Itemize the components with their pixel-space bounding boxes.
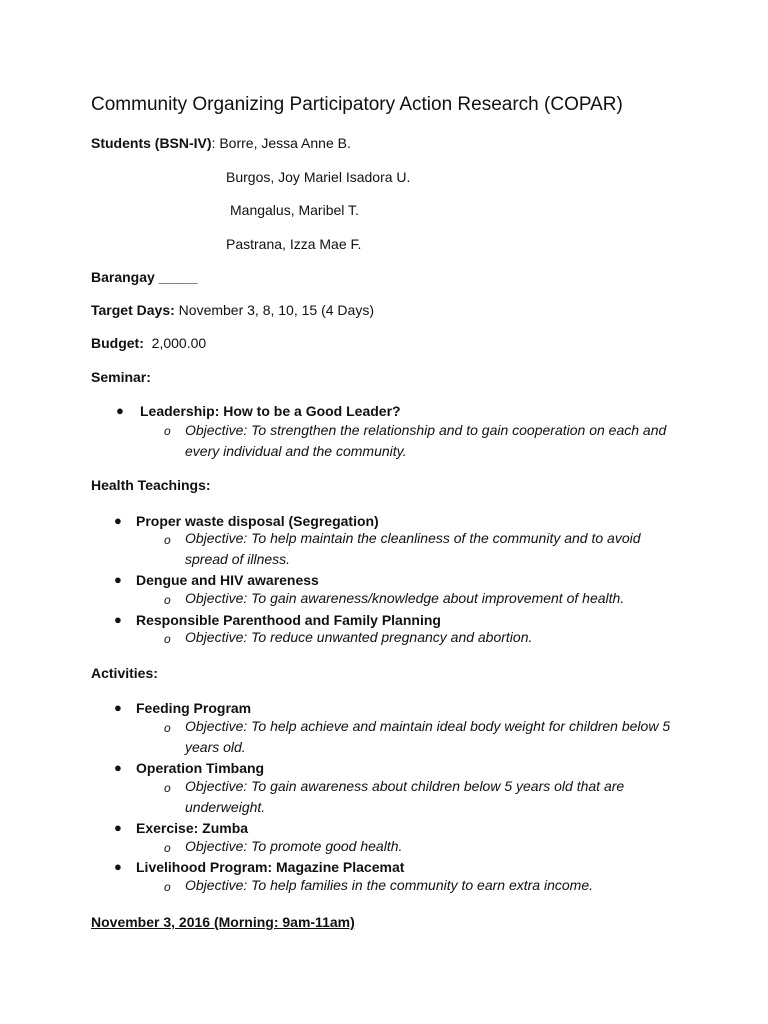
health-item-title: Proper waste disposal (Segregation) (136, 513, 379, 529)
bullet-icon: ● (114, 760, 122, 775)
activity-item-objective: Objective: To gain awareness about children below 5 years old that are underweight. (185, 778, 625, 815)
health-item-title: Dengue and HIV awareness (136, 572, 319, 588)
activity-item-objective: Objective: To promote good health. (185, 838, 403, 854)
target-days-label: Target Days: (91, 302, 175, 318)
bullet-icon: ● (114, 612, 122, 627)
target-days-value: November 3, 8, 10, 15 (4 Days) (178, 302, 374, 318)
health-item-objective: Objective: To reduce unwanted pregnancy and abortion. (185, 629, 533, 645)
bullet-icon: ● (114, 513, 122, 528)
activity-item-title: Operation Timbang (136, 760, 265, 776)
seminar-heading: Seminar: (91, 369, 151, 385)
budget-value: 2,000.00 (151, 335, 207, 351)
page-title: Community Organizing Participatory Action Research (COPAR) (91, 94, 623, 115)
activity-item-title: Feeding Program (136, 700, 252, 716)
sub-bullet-icon: o (164, 781, 171, 795)
student-name: Borre, Jessa Anne B. (219, 135, 351, 151)
students-label: Students (BSN-IV) (91, 135, 212, 151)
sub-bullet-icon: o (164, 841, 171, 855)
sub-bullet-icon: o (164, 632, 171, 646)
bullet-icon: ● (114, 859, 122, 874)
budget-line (91, 334, 206, 352)
activities-heading: Activities: (91, 665, 158, 681)
bullet-icon: ● (114, 820, 122, 835)
schedule-heading: November 3, 2016 (Morning: 9am-11am) (91, 914, 355, 930)
bullet-icon: ● (114, 700, 122, 715)
seminar-item-title: Leadership: How to be a Good Leader? (140, 403, 401, 419)
activity-item-objective: Objective: To help achieve and maintain ideal body weight for children below 5 years old. (185, 718, 671, 755)
budget-label: Budget: (91, 335, 144, 351)
target-days-line (91, 301, 374, 319)
seminar-item-objective: Objective: To strengthen the relationship and to gain cooperation on each and every individual and the community. (185, 422, 667, 459)
activity-item-title: Livelihood Program: Magazine Placemat (136, 859, 405, 875)
bullet-icon: ● (114, 572, 122, 587)
sub-bullet-icon: o (164, 721, 171, 735)
health-item-objective: Objective: To gain awareness/knowledge about improvement of health. (185, 590, 625, 606)
health-item-objective: Objective: To help maintain the cleanliness of the community and to avoid spread of illness. (185, 530, 641, 567)
student-name: Mangalus, Maribel T. (230, 202, 359, 218)
sub-bullet-icon: o (164, 424, 171, 438)
sub-bullet-icon: o (164, 880, 171, 894)
activity-item-objective: Objective: To help families in the community to earn extra income. (185, 877, 594, 893)
barangay-label: Barangay _____ (91, 269, 198, 285)
bullet-icon: ● (116, 403, 124, 418)
students-line (91, 134, 351, 152)
sub-bullet-icon: o (164, 533, 171, 547)
sub-bullet-icon: o (164, 593, 171, 607)
students-colon: : (211, 135, 216, 151)
health-item-title: Responsible Parenthood and Family Planning (136, 612, 441, 628)
student-name: Burgos, Joy Mariel Isadora U. (226, 169, 411, 185)
activity-item-title: Exercise: Zumba (136, 820, 249, 836)
health-teachings-heading: Health Teachings: (91, 477, 211, 493)
student-name: Pastrana, Izza Mae F. (226, 236, 362, 252)
